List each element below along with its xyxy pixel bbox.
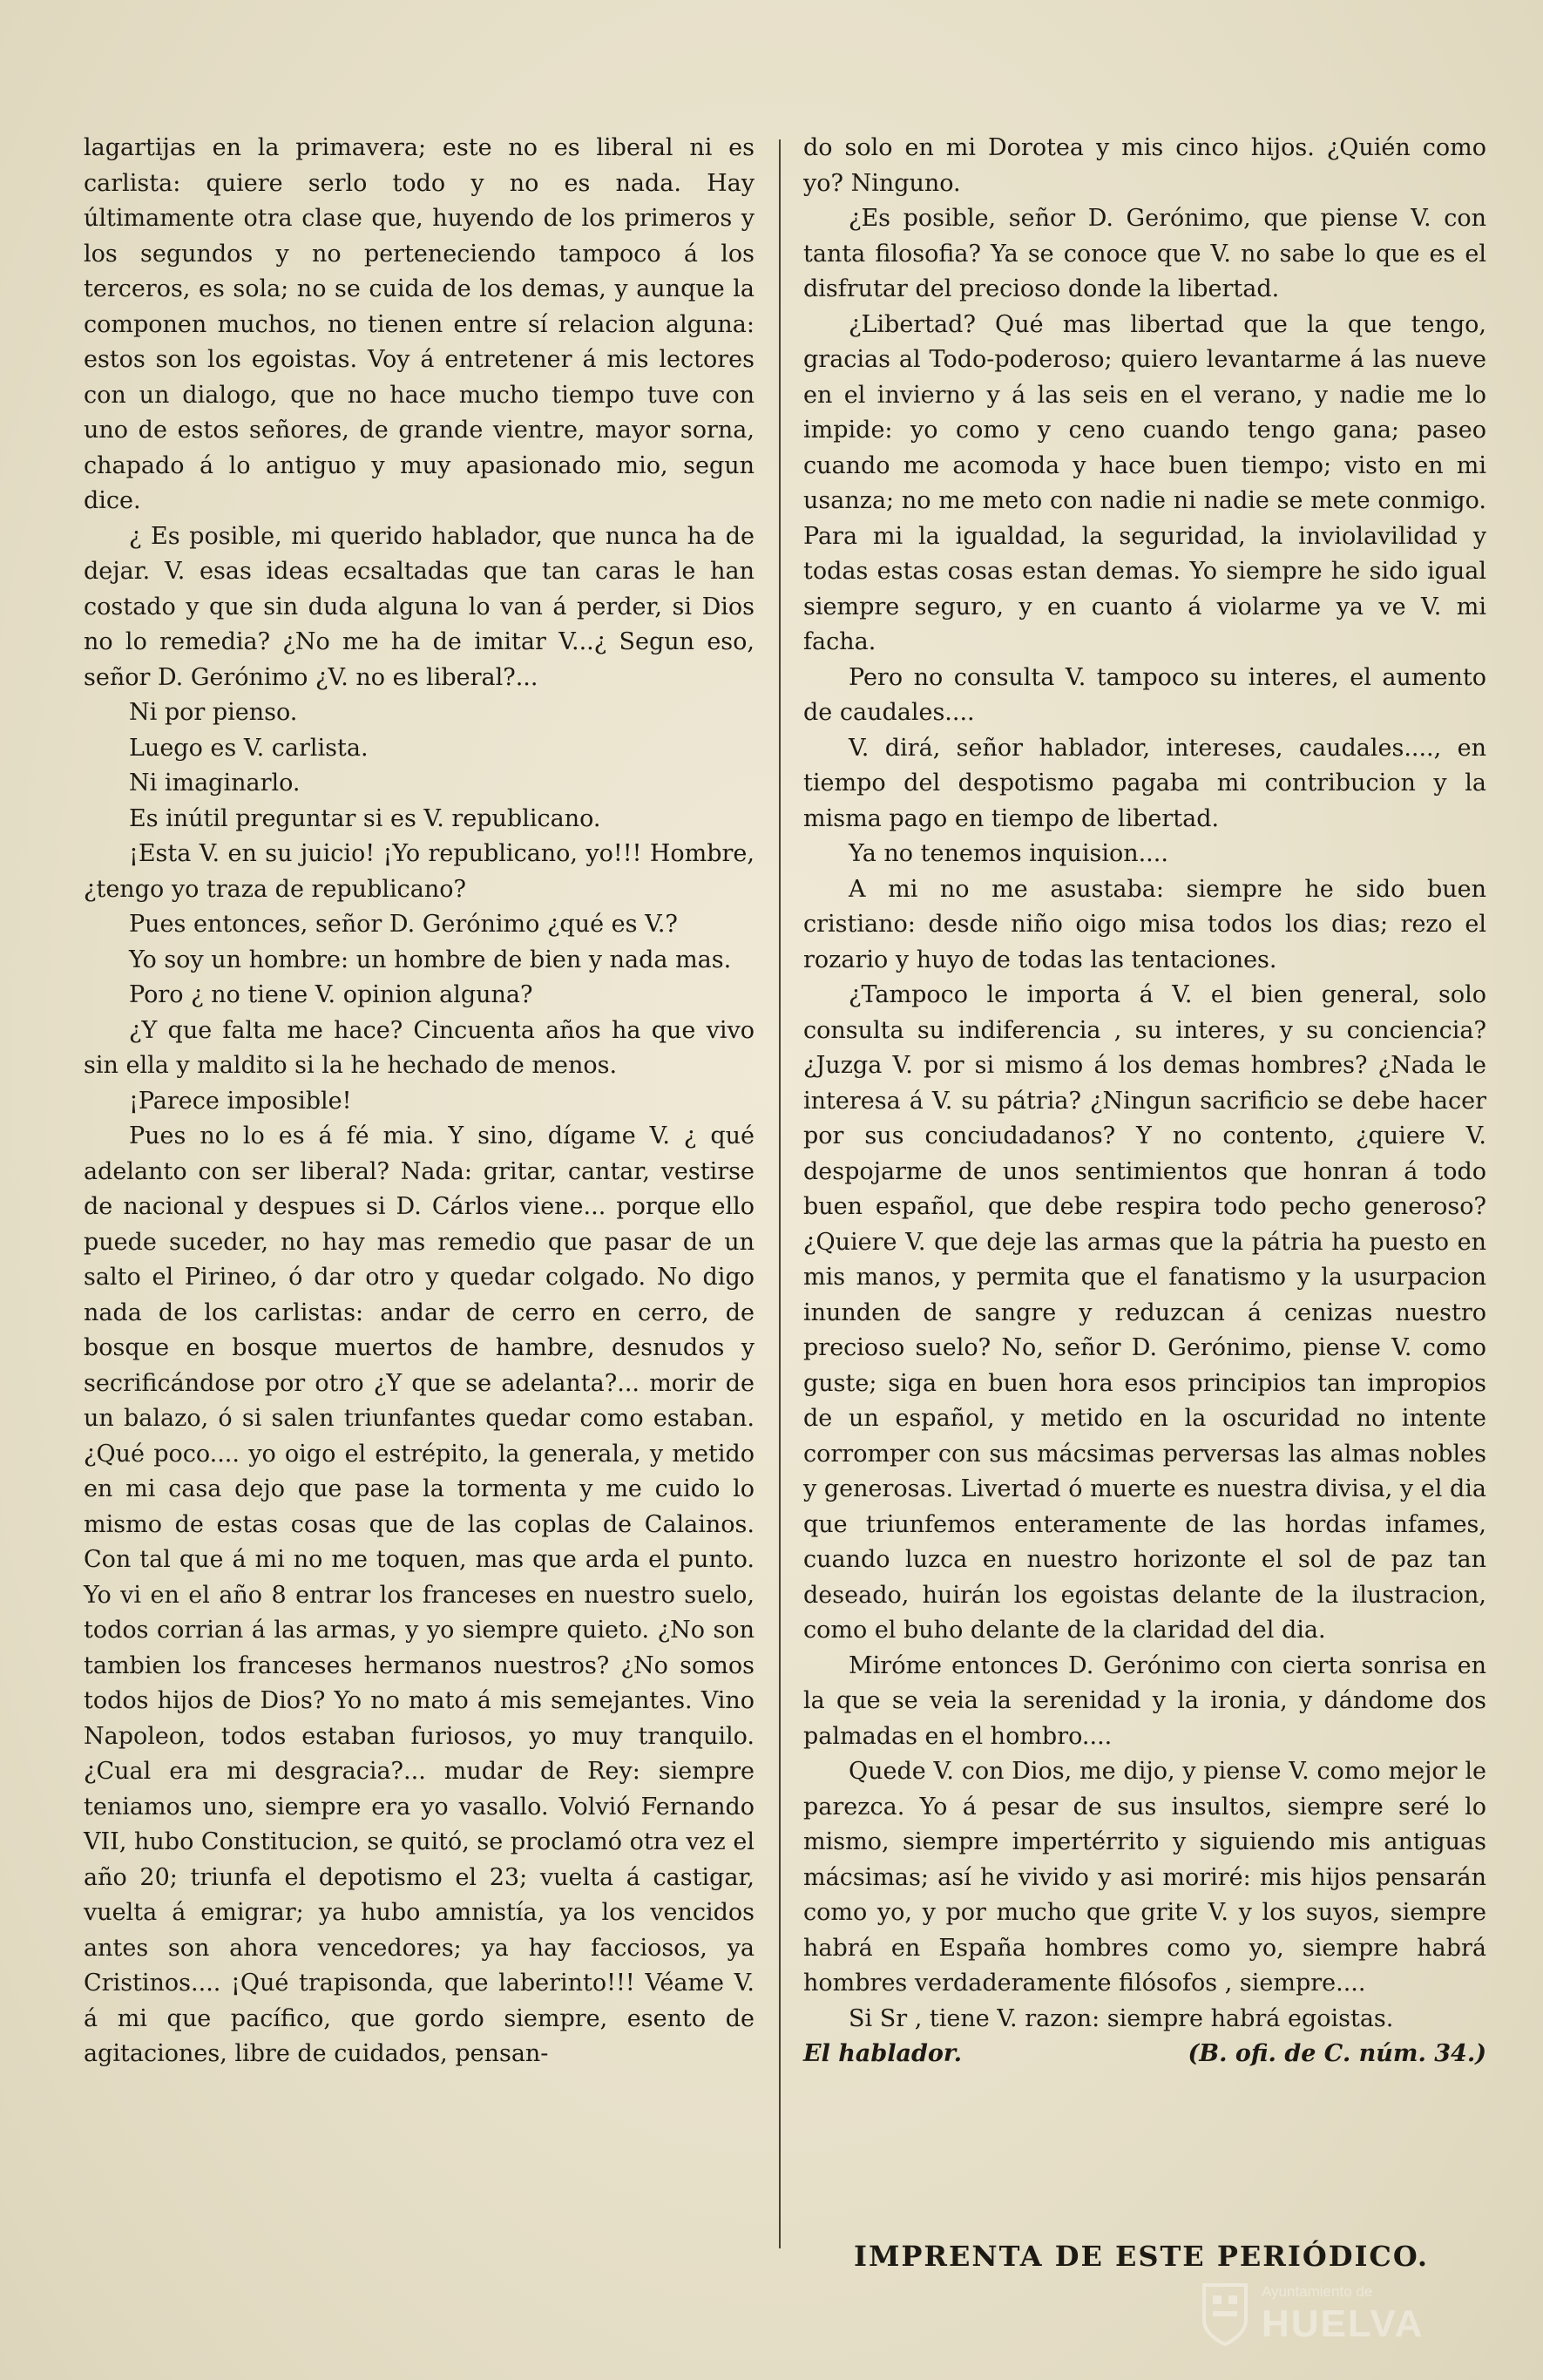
paragraph: Pues entonces, señor D. Gerónimo ¿qué es V.? <box>129 911 678 938</box>
paragraph: Pues no lo es á fé mia. Y sino, dígame V. ¿ qué adelanto con ser liberal? Nada: gritar, cantar, vestirse de nacional y despues si D. Cárlos viene... porque ello puede suceder, no hay mas remedio que pasar de un salto el Pirineo, ó dar otro y quedar colgado. No digo nada de los carlistas: andar de cerro en cerro, de bosque en bosque muertos de hambre, desnudos y secrificándose por otro ¿Y que se adelanta?... morir de un balazo, ó si salen triunfantes quedar como estaban. ¿Qué poco.... yo oigo el estrépito, la generala, y metido en mi casa dejo que pase la tormenta y me cuido lo mismo de estas cosas que de las coplas de Calainos. Con tal que á mi no me toquen, mas que arda el punto. Yo vi en el año 8 entrar los franceses en nuestro suelo, todos corrian á las armas, y yo siempre quieto. ¿No son tambien los franceses hermanos nuestros? ¿No somos todos hijos de Dios? Yo no mato á mis semejantes. Vino Napoleon, todos estaban furiosos, yo muy tranquilo. ¿Cual era mi desgracia?... mudar de Rey: siempre teniamos uno, siempre era yo vasallo. Volvió Fernando VII, hubo Constitucion, se quitó, se proclamó otra vez el año 20; triunfa el depotismo el 23; vuelta á castigar, vuelta á emigrar; ya hubo amnistía, ya los vencidos antes son ahora vencedores; ya hay facciosos, ya Cristinos.... ¡Qué trapisonda, que laberinto!!! Véame V. á mi que pacífico, que gordo siempre, esento de agitaciones, libre de cuidados, pensan- <box>84 1122 755 2067</box>
paragraph: Si Sr , tiene V. razon: siempre habrá egoistas. <box>849 2004 1394 2032</box>
paragraph: Ya no tenemos inquision.... <box>849 840 1168 867</box>
paragraph: ¿Tampoco le importa á V. el bien general, solo consulta su indiferencia , su interes, y su conciencia? ¿Juzga V. por si mismo á los demas hombres? ¿Nada le interesa á V. su pátria? ¿Ningun sacrificio se debe hacer por sus conciudadanos? Y no contento, ¿quiere V. despojarme de unos sentimientos que honran á todo buen español, que debe respira todo pecho generoso? ¿Quiere V. que deje las armas que la pátria ha puesto en mis manos, y permita que el fanatismo y la usurpacion inunden de sangre y reduzcan á cenizas nuestro precioso suelo? No, señor D. Gerónimo, piense V. como guste; siga en buen hora esos principios tan impropios de un español, y metido en la oscuridad no intente corromper con sus mácsimas perversas las almas nobles y generosas. Livertad ó muerte es nuestra divisa, y el dia que triunfemos enteramente de las hordas infames, cuando luzca en nuestro horizonte el sol de paz tan deseado, huirán los egoistas delante de la ilustracion, como el buho delante de la claridad del dia. <box>803 981 1486 1644</box>
signature: El hablador. <box>803 2040 963 2067</box>
paragraph: Quede V. con Dios, me dijo, y piense V. como mejor le parezca. Yo á pesar de sus insultos, siempre seré lo mismo, siempre impertérrito y siguiendo mis antiguas mácsimas; así he vivido y asi moriré: mis hijos pensarán como yo, y por mucho que grite V. y los suyos, siempre habrá en España hombres como yo, siempre habrá hombres verdaderamente filósofos , siempre.... <box>803 1758 1486 1997</box>
paragraph: Poro ¿ no tiene V. opinion alguna? <box>129 981 533 1008</box>
paragraph: ¡Esta V. en su juicio! ¡Yo republicano, yo!!! Hombre, ¿tengo yo traza de republicano? <box>84 840 755 903</box>
signature-line <box>803 2037 1486 2072</box>
paragraph: Es inútil preguntar si es V. republicano. <box>129 804 601 832</box>
paragraph: V. dirá, señor hablador, intereses, caudales...., en tiempo del despotismo pagaba mi contribucion y la misma pago en tiempo de libertad. <box>803 734 1486 832</box>
column-divider <box>779 139 781 2248</box>
imprint-line: IMPRENTA DE ESTE PERIÓDICO. <box>853 2240 1430 2273</box>
paragraph: ¿Y que falta me hace? Cincuenta años ha que vivo sin ella y maldito si la he hechado de menos. <box>84 1016 755 1079</box>
paragraph: ¿ Es posible, mi querido hablador, que nunca ha de dejar. V. esas ideas ecsaltadas que tan caras le han costado y que sin duda alguna lo van á perder, si Dios no lo remedia? ¿No me ha de imitar V...¿ Segun eso, señor D. Gerónimo ¿V. no es liberal?... <box>84 522 755 691</box>
paragraph: Yo soy un hombre: un hombre de bien y nada mas. <box>129 946 732 973</box>
paragraph: Miróme entonces D. Gerónimo con cierta sonrisa en la que se veia la serenidad y la ironia, y dándome dos palmadas en el hombro.... <box>803 1651 1486 1750</box>
paragraph: A mi no me asustaba: siempre he sido buen cristiano: desde niño oigo misa todos los dias; rezo el rozario y huyo de todas las tentaciones. <box>803 875 1486 973</box>
paragraph: lagartijas en la primavera; este no es liberal ni es carlista: quiere serlo todo y no es nada. Hay últimamente otra clase que, huyendo de los primeros y los segundos y no perteneciendo tampoco á los terceros, es sola; no se cuida de los demas, y aunque la componen muchos, no tienen entre sí relacion alguna: estos son los egoistas. Voy á entretener á mis lectores con un dialogo, que no hace mucho tiempo tuve con uno de estos señores, de grande vientre, mayor sorna, chapado á lo antiguo y muy apasionado mio, segun dice. <box>84 134 755 514</box>
paragraph: Luego es V. carlista. <box>129 734 369 762</box>
paragraph: Ni por pienso. <box>129 699 298 726</box>
watermark-title: HUELVA <box>1262 2302 1425 2345</box>
paragraph: ¿Es posible, señor D. Gerónimo, que piense V. con tanta filosofia? Ya se conoce que V. no sabe lo que es el disfrutar del precioso donde la libertad. <box>803 205 1486 302</box>
paragraph: ¿Libertad? Qué mas libertad que la que tengo, gracias al Todo-poderoso; quiero levantarme á las nueve en el invierno y á las seis en el verano, y nadie me lo impide: yo como y ceno cuando tengo gana; paseo cuando me acomoda y hace buen tiempo; visto en mi usanza; no me meto con nadie ni nadie se mete conmigo. Para mi la igualdad, la seguridad, la inviolavilidad y todas estas cosas estan demas. Yo siempre he sido igual siempre seguro, y en cuanto á violarme ya ve V. mi facha. <box>803 310 1486 655</box>
paragraph: Pero no consulta V. tampoco su interes, el aumento de caudales.... <box>803 663 1486 726</box>
archive-watermark <box>1201 2276 1488 2363</box>
left-column <box>84 131 755 2072</box>
paragraph: Ni imaginarlo. <box>129 770 301 797</box>
paragraph: ¡Parece imposible! <box>129 1087 352 1115</box>
citation: (B. ofi. de C. núm. 34.) <box>1188 2040 1486 2067</box>
paragraph: do solo en mi Dorotea y mis cinco hijos. ¿Quién como yo? Ninguno. <box>803 134 1486 197</box>
shield-icon <box>1201 2282 1249 2348</box>
right-column <box>803 131 1486 2072</box>
watermark-text: Ayuntamiento de <box>1262 2283 1373 2300</box>
